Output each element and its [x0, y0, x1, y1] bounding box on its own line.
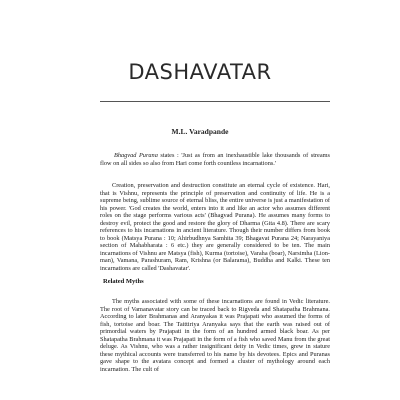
- title-divider: [100, 101, 330, 102]
- author-name: M.L. Varadpande: [171, 127, 229, 136]
- epigraph: [100, 152, 330, 167]
- body-paragraph-2: The myths associated with some of these incarnations are found in Vedic literature. The root of Vamanavatar story can be traced back to Rigveda and Shatapatha Brahmana. According to later Brahmanas and Aranyakas it was Prajapati who assumed the forms of fish, tortoise and boar. The Taittiriya Aranyaka says that the earth was raised out of primordial waters by Prajapati in the form of an hundred armed black boar. As per Shatapatha Brahmana it was Prajapati in the form of a fish who saved Manu from the great deluge. As Vishnu, who was a rather insignificant deity in Vedic times, grew in stature these mythical accounts were transferred to his name by his devotees. Epics and Puranas gave shape to the avatara concept and formed a cluster of mythology around each incarnation. The cult of: [100, 298, 330, 373]
- page-title: DASHAVATAR: [128, 60, 272, 84]
- epigraph-text: states : 'Just as from an inexhaustible lake thousands of streams flow on all sides so also from Hari come forth countless incarnations.': [100, 152, 330, 167]
- body-paragraph: Creation, preservation and destruction constitute an eternal cycle of existence. Hari, that is Vishnu, represents the principle of preservation and continuity of life. He is a supreme being, sublime source of eternal bliss, the entire universe is just a manifestation of his power. 'God creates the world, enters into it and like an actor who assumes different roles on the stage performs various acts' (Bhagvad Purana). He assumes many forms to destroy evil, protect the good and restore the glory of Dharma (Gita 4.8). There are scary references to his incarnations in ancient literature. Though their number differs from book to book (Matsya Purana : 10; Ahirbudhnya Samhita 39; Bhagavat Purana 24; Narayaniya section of Mahabharata : 6 etc.) they are generally considered to be ten. The main incarnations of Vishnu are Matsya (fish), Kurma (tortoise), Varaha (boar), Narsimha (Lion-man), Vamana, Parashuram, Ram, Krishna (or Balarama), Buddha and Kalki. These ten incarnations are called 'Dashavatar'.: [100, 182, 330, 272]
- section-heading: Related Myths: [103, 278, 144, 285]
- epigraph-source: Bhagvad Purana: [114, 152, 158, 159]
